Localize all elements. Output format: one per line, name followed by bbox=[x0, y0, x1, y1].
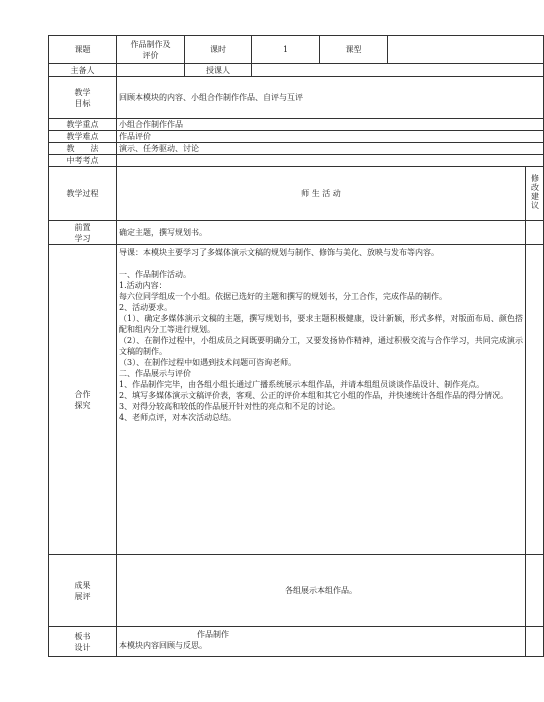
notes-label: 修改建议 bbox=[530, 173, 540, 210]
type-value bbox=[388, 36, 544, 64]
topic-value: 作品制作及 评价 bbox=[117, 36, 185, 64]
key-point-value: 小组合作制作作品 bbox=[117, 119, 544, 131]
difficulty-label: 教学难点 bbox=[49, 131, 117, 143]
explore-line: 一、作品制作活动。 bbox=[119, 270, 191, 279]
explore-line: 2、填写多媒体演示文稿评价表，客观、公正的评价本组和其它小组的作品，并快速统计各组作品的得分情况。 bbox=[119, 391, 509, 400]
preparer-value bbox=[117, 64, 185, 77]
explore-label: 合作 探究 bbox=[49, 245, 117, 555]
explore-line: （1）、确定多媒体演示文稿的主题，撰写规划书，要求主题积极健康，设计新颖，形式多样，对版面布局、颜色搭配和组内分工等进行规划。 bbox=[119, 314, 523, 334]
board-line-1: 作品制作 bbox=[197, 630, 229, 639]
result-value: 各组展示本组作品。 bbox=[117, 555, 526, 627]
explore-content bbox=[117, 245, 526, 555]
method-value: 演示、任务驱动、讨论 bbox=[117, 143, 544, 155]
key-point-label: 教学重点 bbox=[49, 119, 117, 131]
board-label: 板书 设计 bbox=[49, 627, 117, 657]
explore-line: 1.活动内容： bbox=[119, 281, 167, 290]
process-label: 教学过程 bbox=[49, 167, 117, 221]
type-label: 课型 bbox=[320, 36, 388, 64]
preparer-label: 主备人 bbox=[49, 64, 117, 77]
result-label: 成果 展评 bbox=[49, 555, 117, 627]
explore-line bbox=[119, 258, 523, 269]
topic-label: 课题 bbox=[49, 36, 117, 64]
teacher-value bbox=[252, 64, 544, 77]
process-center: 师 生 活 动 bbox=[117, 167, 526, 221]
method-label: 教 法 bbox=[49, 143, 117, 155]
exam-label: 中考考点 bbox=[49, 155, 117, 167]
explore-notes bbox=[526, 245, 544, 555]
difficulty-value: 作品评价 bbox=[117, 131, 544, 143]
explore-line: 导课：本模块主要学习了多媒体演示文稿的规划与制作、修饰与美化、放映与发布等内容。 bbox=[119, 248, 439, 257]
board-content bbox=[117, 627, 526, 657]
pre-study-label: 前置 学习 bbox=[49, 221, 117, 245]
explore-line: 每六位同学组成一个小组。依据已选好的主题和撰写的规划书，分工合作，完成作品的制作。 bbox=[119, 292, 447, 301]
explore-line: （3）、在制作过程中如遇到技术问题可咨询老师。 bbox=[119, 358, 297, 367]
teacher-label: 授课人 bbox=[185, 64, 252, 77]
lesson-plan-table bbox=[48, 35, 544, 657]
board-notes bbox=[526, 627, 544, 657]
board-line-2: 本模块内容回顾与反思。 bbox=[119, 641, 207, 650]
explore-line: 3、对得分较高和较低的作品展开针对性的亮点和不足的讨论。 bbox=[119, 402, 341, 411]
pre-study-value: 确定主题，撰写规划书。 bbox=[117, 221, 526, 245]
explore-line: 二、作品展示与评价 bbox=[119, 369, 191, 378]
explore-line: 1、作品制作完毕，由各组小组长通过广播系统展示本组作品，并请本组组员谈谈作品设计、制作亮点。 bbox=[119, 380, 485, 389]
exam-value bbox=[117, 155, 544, 167]
goal-label: 教学 目标 bbox=[49, 77, 117, 119]
result-notes bbox=[526, 555, 544, 627]
explore-line: 4、老师点评，对本次活动总结。 bbox=[119, 413, 237, 422]
explore-line: （2）、在制作过程中，小组成员之间既要明确分工，又要发扬协作精神，通过积极交流与合作学习，共同完成演示文稿的制作。 bbox=[119, 336, 523, 356]
hours-label: 课时 bbox=[185, 36, 252, 64]
goal-value: 回顾本模块的内容、小组合作制作作品、自评与互评 bbox=[117, 77, 544, 119]
hours-value: 1 bbox=[252, 36, 320, 64]
notes-column-header bbox=[526, 167, 544, 221]
explore-line: 2、活动要求。 bbox=[119, 303, 173, 312]
pre-study-notes bbox=[526, 221, 544, 245]
